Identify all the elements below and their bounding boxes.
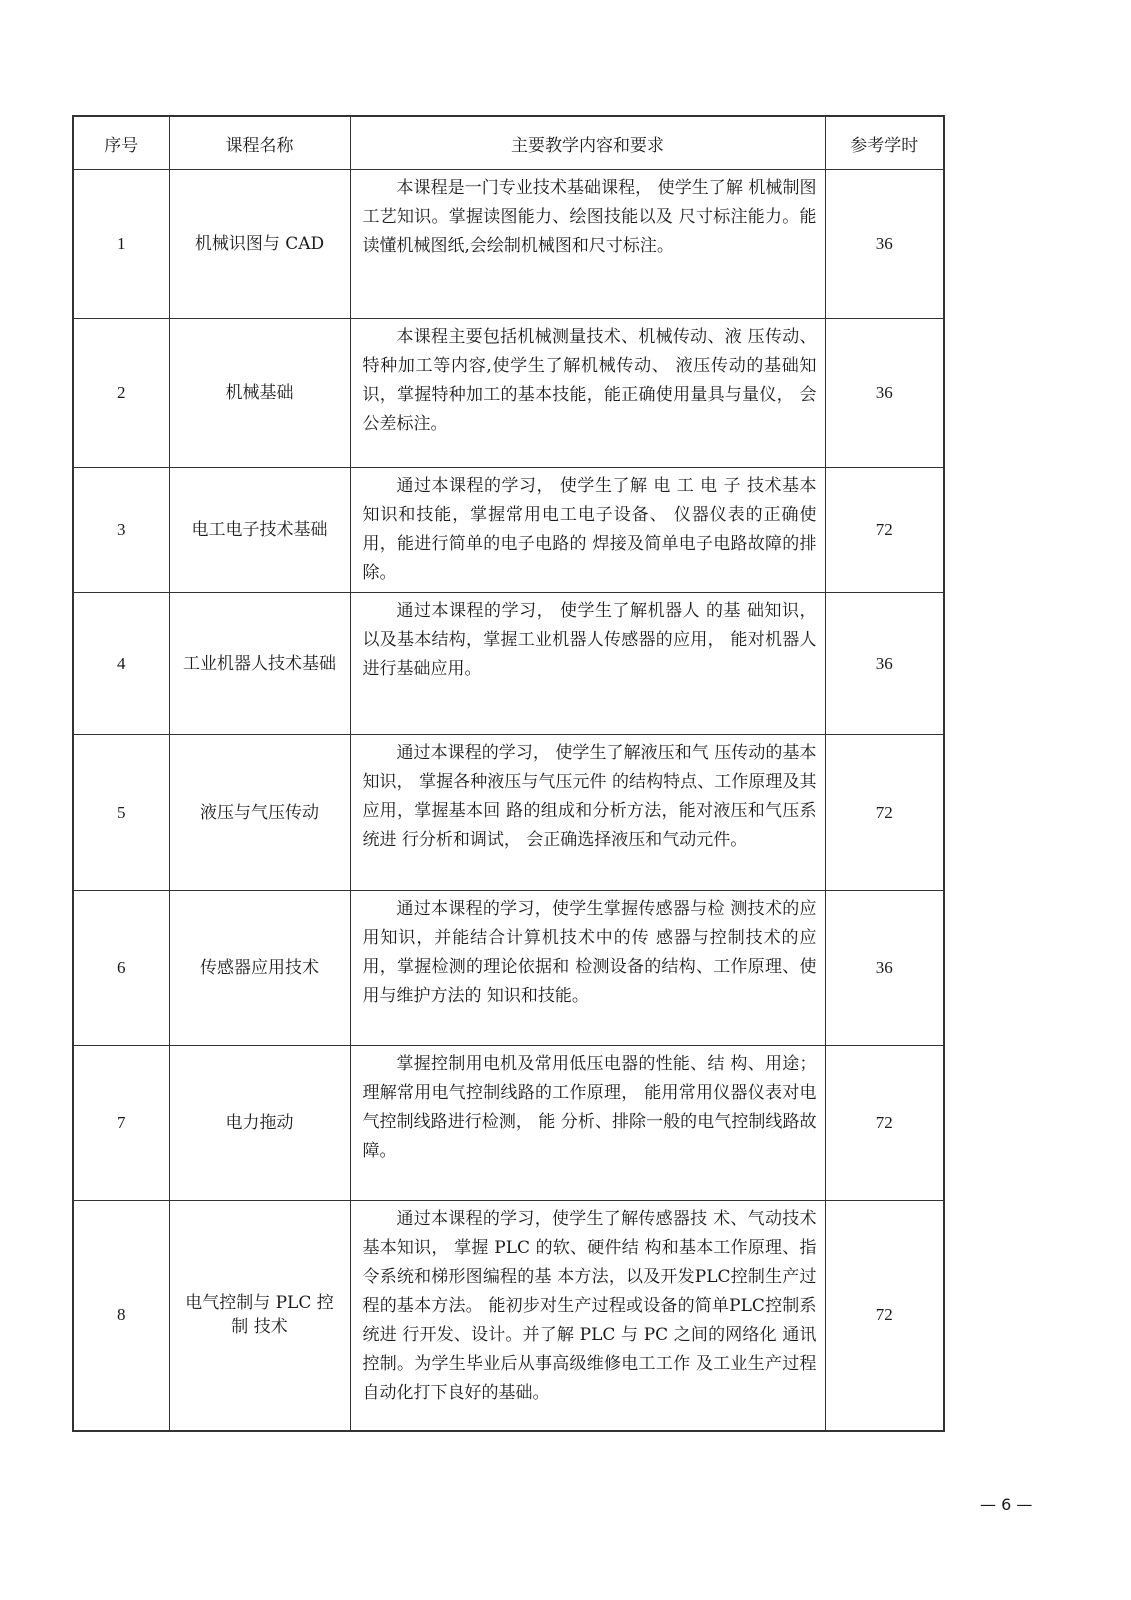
row-index: 2 bbox=[73, 319, 169, 468]
row-course-name: 机械基础 bbox=[169, 319, 350, 468]
row-course-name: 电工电子技术基础 bbox=[169, 468, 350, 593]
row-index: 5 bbox=[73, 735, 169, 891]
row-index: 6 bbox=[73, 891, 169, 1046]
row-content bbox=[350, 1046, 825, 1201]
row-hours: 36 bbox=[825, 593, 944, 735]
row-course-name: 机械识图与 CAD bbox=[169, 170, 350, 319]
table-row bbox=[73, 1046, 944, 1201]
row-index: 8 bbox=[73, 1201, 169, 1431]
row-course-name: 电力拖动 bbox=[169, 1046, 350, 1201]
table-row bbox=[73, 170, 944, 319]
row-content bbox=[350, 593, 825, 735]
row-hours: 72 bbox=[825, 1201, 944, 1431]
row-hours: 72 bbox=[825, 1046, 944, 1201]
row-course-name: 工业机器人技术基础 bbox=[169, 593, 350, 735]
row-index: 3 bbox=[73, 468, 169, 593]
row-hours: 36 bbox=[825, 319, 944, 468]
header-hours: 参考学时 bbox=[825, 116, 944, 170]
table-row bbox=[73, 1201, 944, 1431]
row-content bbox=[350, 891, 825, 1046]
table-row bbox=[73, 891, 944, 1046]
row-content bbox=[350, 735, 825, 891]
row-content-text: 通过本课程的学习， 使学生了解液压和气 压传动的基本知识， 掌握各种液压与气压元件 的结构特点、工作原理及其应用，掌握基本回 路的组成和分析方法，能对液压和气压系统进 行分析和调试， 会正确选择液压和气动元件。 bbox=[362, 743, 817, 850]
row-content bbox=[350, 170, 825, 319]
table-header-row bbox=[73, 116, 944, 170]
header-content: 主要教学内容和要求 bbox=[350, 116, 825, 170]
course-table bbox=[72, 115, 945, 1432]
row-course-name: 液压与气压传动 bbox=[169, 735, 350, 891]
row-course-name: 电气控制与 PLC 控 制 技术 bbox=[169, 1201, 350, 1431]
table-row bbox=[73, 593, 944, 735]
row-content-text: 本课程主要包括机械测量技术、机械传动、液 压传动、特种加工等内容,使学生了解机械传动、 液压传动的基础知识，掌握特种加工的基本技能，能正确使用量具与量仪， 会公差标注。 bbox=[362, 327, 817, 434]
row-hours: 36 bbox=[825, 891, 944, 1046]
row-content bbox=[350, 1201, 825, 1431]
row-content-text: 通过本课程的学习，使学生了解传感器技 术、气动技术基本知识， 掌握 PLC 的软、硬件结 构和基本工作原理、指令系统和梯形图编程的基 本方法，以及开发PLC控制生产过程的基本方法。 能初步对生产过程或设备的简单PLC控制系统进 行开发、设计。并了解 PLC 与 PC 之间的网络化 通讯控制。为学生毕业后从事高级维修电工工作 及工业生产过程自动化打下良好的基础。 bbox=[362, 1209, 817, 1403]
table-row bbox=[73, 319, 944, 468]
header-course-name: 课程名称 bbox=[169, 116, 350, 170]
row-index: 7 bbox=[73, 1046, 169, 1201]
table-row bbox=[73, 468, 944, 593]
row-index: 1 bbox=[73, 170, 169, 319]
header-index: 序号 bbox=[73, 116, 169, 170]
row-hours: 72 bbox=[825, 735, 944, 891]
row-content-text: 通过本课程的学习，使学生掌握传感器与检 测技术的应用知识，并能结合计算机技术中的传 感器与控制技术的应用，掌握检测的理论依据和 检测设备的结构、工作原理、使用与维护方法的 知识和技能。 bbox=[362, 899, 817, 1006]
page-number: — 6 — bbox=[980, 1495, 1033, 1514]
row-course-name: 传感器应用技术 bbox=[169, 891, 350, 1046]
row-content-text: 掌握控制用电机及常用低压电器的性能、结 构、用途； 理解常用电气控制线路的工作原理， 能用常用仪器仪表对电气控制线路进行检测， 能 分析、排除一般的电气控制线路故障。 bbox=[362, 1054, 817, 1161]
row-content bbox=[350, 319, 825, 468]
row-index: 4 bbox=[73, 593, 169, 735]
row-content-text: 通过本课程的学习， 使学生了解 电 工 电 子 技术基本知识和技能，掌握常用电工电子设备、 仪器仪表的正确使用，能进行简单的电子电路的 焊接及简单电子电路故障的排除。 bbox=[362, 476, 817, 583]
row-hours: 36 bbox=[825, 170, 944, 319]
row-content-text: 通过本课程的学习， 使学生了解机器人 的基 础知识，以及基本结构，掌握工业机器人传感器的应用， 能对机器人进行基础应用。 bbox=[362, 601, 817, 679]
row-hours: 72 bbox=[825, 468, 944, 593]
table-row bbox=[73, 735, 944, 891]
row-content bbox=[350, 468, 825, 593]
row-content-text: 本课程是一门专业技术基础课程， 使学生了解 机械制图工艺知识。掌握读图能力、绘图技能以及 尺寸标注能力。能读懂机械图纸,会绘制机械图和尺寸标注。 bbox=[362, 178, 817, 256]
